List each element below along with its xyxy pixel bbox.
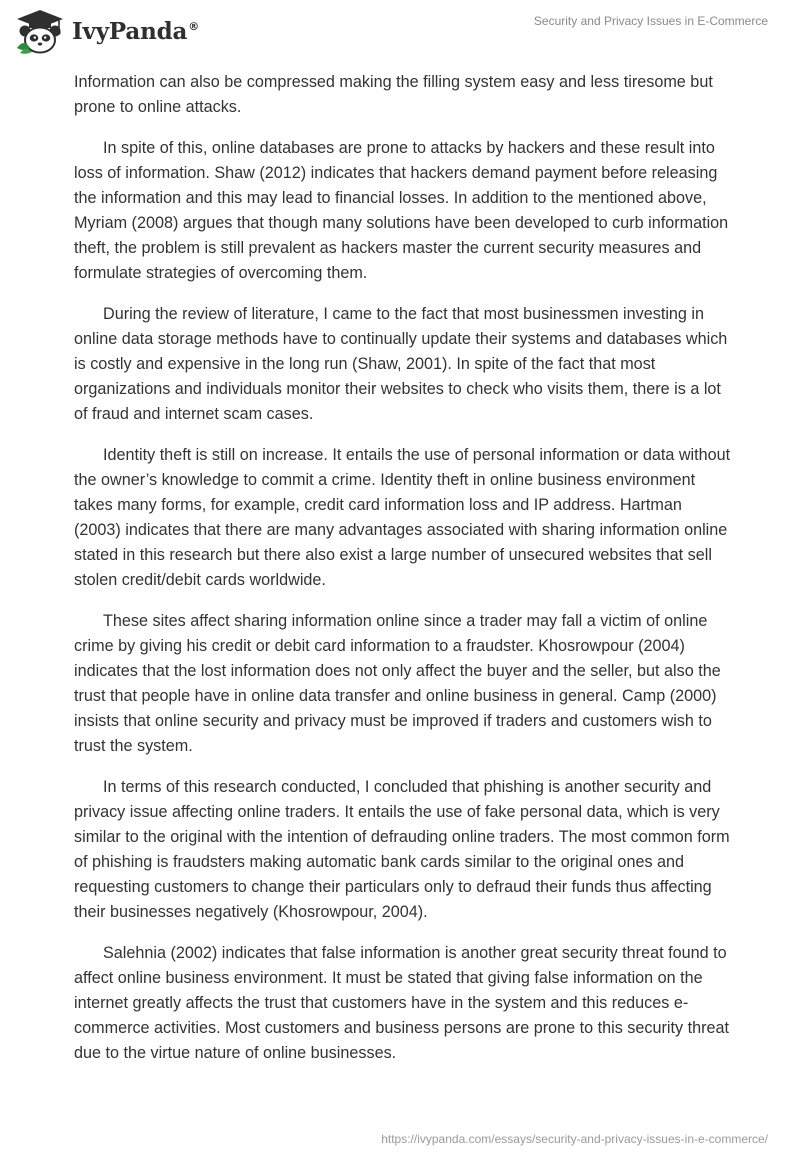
paragraph: Salehnia (2002) indicates that false information is another great security threat found to affect online business environment. It must be stated that giving false information on the internet greatly affects the trust that customers have in the system and this reduces e-commerce activities. Most customers and business persons are prone to this security threat due to the virtue nature of online businesses.: [74, 944, 729, 1062]
source-url-link[interactable]: https://ivypanda.com/essays/security-and-privacy-issues-in-e-commerce/: [381, 1132, 768, 1146]
paragraph: In terms of this research conducted, I concluded that phishing is another security and privacy issue affecting online traders. It entails the use of fake personal data, which is very similar to the original with the intention of defrauding online traders. The most common form of phishing is fraudsters making automatic bank cards similar to the original ones and requesting customers to change their particulars only to defraud their funds thus affecting their businesses negatively (Khosrowpour, 2004).: [74, 778, 730, 921]
paragraph: Identity theft is still on increase. It entails the use of personal information or data without the owner’s knowledge to commit a crime. Identity theft in online business environment takes many forms, for example, credit card information loss and IP address. Hartman (2003) indicates that there are many advantages associated with sharing information online stated in this research but there also exist a large number of unsecured websites that sell stolen credit/debit cards worldwide.: [74, 446, 731, 589]
page-header: [0, 0, 800, 62]
essay-body: [74, 70, 732, 1082]
paragraph: Information can also be compressed making the filling system easy and less tiresome but prone to online attacks.: [74, 73, 713, 116]
paragraph: These sites affect sharing information online since a trader may fall a victim of online crime by giving his credit or debit card information to a fraudster. Khosrowpour (2004) indicates that the lost information does not only affect the buyer and the seller, but also the trust that people have in online data transfer and online business in general. Camp (2000) insists that online security and privacy must be improved if traders and customers wish to trust the system.: [74, 612, 721, 755]
paragraph: During the review of literature, I came to the fact that most businessmen investing in online data storage methods have to continually update their systems and databases which is costly and expensive in the long run (Shaw, 2001). In spite of the fact that most organizations and individuals monitor their websites to check who visits them, there is a lot of fraud and internet scam cases.: [74, 305, 728, 423]
panda-graduate-logo-icon: [14, 8, 66, 54]
brand-logo[interactable]: [14, 8, 199, 54]
brand-name: IvyPanda®: [72, 17, 199, 45]
paragraph: In spite of this, online databases are prone to attacks by hackers and these result into loss of information. Shaw (2012) indicates that hackers demand payment before releasing the information and this may lead to financial losses. In addition to the mentioned above, Myriam (2008) argues that though many solutions have been developed to curb information theft, the problem is still prevalent as hackers master the current security measures and formulate strategies of overcoming them.: [74, 139, 729, 282]
document-title: Security and Privacy Issues in E-Commerce: [533, 14, 768, 28]
